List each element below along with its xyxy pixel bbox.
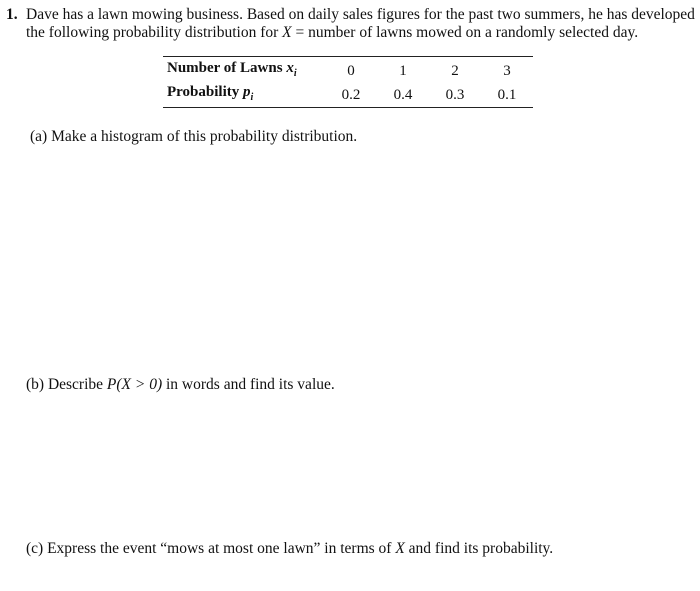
part-c-post: and find its probability.: [404, 540, 554, 557]
part-b-pre: (b) Describe: [26, 376, 107, 393]
table-cell-x: 2: [451, 63, 459, 79]
part-b-math: P(X > 0): [106, 376, 163, 393]
question-number: 1.: [6, 6, 18, 23]
question-line-2: [26, 24, 698, 42]
table-cell-x: 1: [399, 63, 407, 79]
table-cell-x: 0: [347, 63, 355, 79]
table-cell-p: 0.2: [341, 87, 361, 103]
row-header-probability-var: p: [242, 84, 251, 100]
part-c-pre: (c) Express the event “mows at most one lawn” in terms of: [26, 540, 396, 557]
row-header-lawns: [163, 57, 325, 83]
probability-distribution-table: [163, 56, 533, 108]
table-cell-p: 0.4: [393, 87, 413, 103]
row-header-lawns-label: Number of Lawns: [167, 60, 287, 76]
row-header-probability-label: Probability: [167, 84, 243, 100]
row-header-lawns-sub: i: [293, 68, 297, 79]
table-cell-p: 0.3: [445, 87, 465, 103]
variable-x: X: [282, 24, 292, 41]
part-a-text: (a) Make a histogram of this probability distribution.: [30, 128, 358, 145]
table-row-probability: [163, 83, 533, 107]
table-cell-p: 0.1: [497, 87, 517, 103]
part-b-post: in words and find its value.: [162, 376, 335, 393]
part-b-text: [26, 376, 335, 394]
table-cell-x: 3: [503, 63, 511, 79]
question-line-2-pre: the following probability distribution for: [26, 24, 283, 41]
row-header-probability-sub: i: [250, 92, 254, 103]
question-line-1: Dave has a lawn mowing business. Based on daily sales figures for the past two summers, he has developed: [26, 6, 695, 23]
table-row-lawns: [163, 57, 533, 83]
question-text: [26, 6, 698, 42]
part-c-var: X: [395, 540, 405, 557]
row-header-probability: [163, 83, 325, 107]
row-header-lawns-var: x: [286, 60, 294, 76]
question-line-2-post: = number of lawns mowed on a randomly selected day.: [291, 24, 639, 41]
part-c-text: [26, 540, 553, 558]
